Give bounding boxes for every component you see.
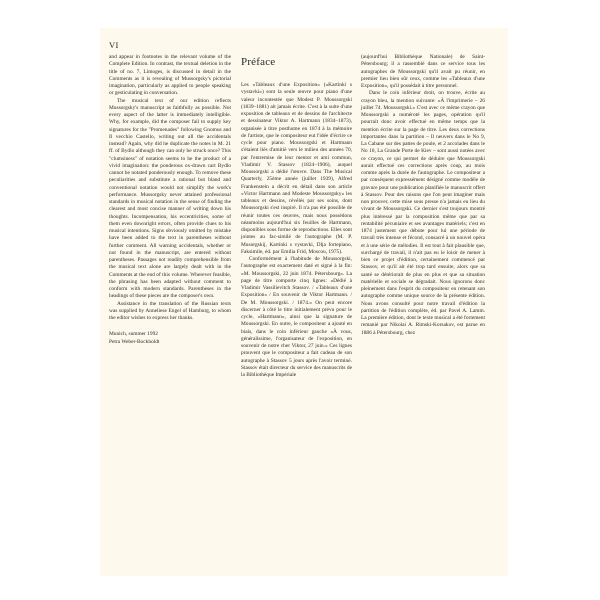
french-column-right <box>361 54 485 337</box>
page-number: VI <box>109 40 119 50</box>
place-date: Munich, summer 1992 <box>109 331 158 338</box>
french-column-left <box>241 82 352 379</box>
english-column <box>109 54 231 346</box>
paragraph: and appear in footnotes in the relevant volume of the Complete Edition. In contrast, the textual deletion in the title of no. 7, Limoges, is discussed in detail in the Comments as it is revealing of Mussorgsky's pictorial imagination, particularly as applied to people speaking or gesticulating in conversation. <box>109 54 231 97</box>
paragraph: Dans le coin inférieur droit, on trouve, écrite au crayon bleu, la mention suivante: «À l'imprimerie – 26 juillet 74. Moussorgski.» C'est avec ce même crayon que Moussorgski a numéroté les pages, opération qu'il pourrait donc avoir effectué en même temps que la mention écrite sur la page de titre. Les deux corrections importantes dans la partition – Il neuvers dans le No 9, La Cabane sur des pattes de poule, et 2 accolades dans le No 10, La Grande Porte de Kiev – sont aussi notées avec ce crayon, ce qui permet de déduire que Moussorgski aurait effectué ces corrections après coup, au mois comme après la durée de l'autographe. Le compositeur a par conséquent expressément désigné comme modèle de gravure pour une publication planifiée le manuscrit offert à Stassov. Pour des raisons que l'on peut imaginer mais non prouver, cette mise sous presse n'a jamais eu lieu du vivant de Moussorgski. Ce dernier s'est toujours montré plus intéressé par la composition même que par sa rentabilité pécuniaire et ses avantages matériels; c'est en 1874 justement que débute pour lui une période de travail très intense et fécond, consacré à un nouvel opéra et à une série de mélodies. Il est tout à fait plausible que, surchargé de travail, il n'ait pas eu le loisir de mener à bien ce projet d'édition, certainement commencé par Stassov, et qu'il ait été trop tard ensuite, alors que sa santé se détériorait de plus en plus et que sa situation matérielle et sociale se dégradait. Nous ignorons donc pleinement dans l'esprit du compositeur en retenant son autographe comme unique source de la présente édition. Nous avons consulté pour notre travail d'édition la partition de l'édition complète, éd. par Pavel A. Lamm. La première édition, dont le texte musical a été fortement remanié par Nikolai A. Rimski-Korsakov, est parue en 1886 à Pétersbourg, chez <box>361 90 485 336</box>
document-page <box>100 28 508 576</box>
section-heading: Préface <box>241 56 276 68</box>
paragraph: The musical text of our edition reflects Mussorgsky's manuscript as faithfully as possible. Not every aspect of the latter is immediately intelligible. Why, for example, did the composer fail to supply key signatures for the "Promenades" following Gnomus and Il vecchio Castello, writing out all the accidentals instead? Again, why did he duplicate the notes in M. 21 ff. of Bydlo although they can only be struck once? This "clumsiness" of notation seems to be the product of a vivid imagination: the ponderous ox-drawn cart Bydlo cannot be notated ponderously enough. To remove these peculiarities and substitute a rational but bland and conventional notation would not simplify the work's performance. Mussorgsky never attained professional standards in musical notation in the sense of finding the clearest and most concise manner of writing down his thoughts. Incompensation, his eccentricities, some of them even downright errors, often provide clues to his musical intentions. Signs obviously omitted by mistake have been added to the text in parentheses without further comment. All warning accidentals, whether or not found in the manuscript, are entered without parentheses. Passages not readily comprehensible from the musical text alone are largely dealt with in the Comments at the end of this volume. Wherever feasible, the phrasing has been adapted without comment to conform with modern standards. Parentheses in the headings of these pieces are the composer's own. <box>109 97 231 300</box>
paragraph: Assistance in the translation of the Russian texts was supplied by Anneliese Engel of Hamburg, to whom the editor wishes to express her thanks. <box>109 300 231 321</box>
author-name: Petra Weber-Bockholdt <box>109 338 160 345</box>
paragraph: Conformément à l'habitude de Moussorgski, l'autographe est exactement daté et signé à la fin: «M. Moussorgski, 22 juin 1874. Pétersbourg». La page de titre comporte cinq lignes: «Dédié à Vladimir Vassilievitch Stassov. / «Tableaux d'une Exposition» / En souvenir de Viktor Hartmann. / De M. Moussorgski. / 1874.» On peut encore discerner à côté le titre initialement prévu pour le cycle, «Hartmann», ainsi que la signature de Moussorgski. En outre, le compositeur a ajouté en biais, dans le coin inférieur gauche «À vous, généralissime, l'organisateur de l'exposition, en souvenir de notre cher Viktor, 27 juin.» Ces lignes prouvent que le compositeur a fait cadeau de son autographe à Stassov 5 jours après l'avoir terminé. Stassov était directeur du service des manuscrits de la Bibliothèque Impériale <box>241 256 352 378</box>
signature-block <box>109 331 231 346</box>
paragraph: (aujourd'hui Bibliothèque Nationale) de Saint-Pétersbourg; il a rassemblé dans ce service tous les autographes de Moussorgski qu'il avait pu réunir, en premier lieu bien sûr ceux, comme les «Tableaux d'une Exposition», qu'il possédait à titre personnel. <box>361 54 485 89</box>
paragraph: Les «Tableaux d'une Exposition» («Kartinki s vystavki») sont la seule œuvre pour piano d'une valeur incontestée que Modest P. Moussorgski (1839–1881) ait jamais écrite. C'est à la suite d'une exposition de tableaux et de dessins de l'architecte et dessinateur Viktor A. Hartmann (1834–1873), organisée à titre posthume en 1874 à la mémoire de l'artiste, que le compositeur eut l'idée d'écrire ce cycle pour piano. Moussorgski et Hartmann s'étaient liés d'amitié vers le milieu des années 70, par l'entremise de leur mentor et ami commun, Vladimir V. Stassov (1824–1906), auquel Moussorgski a dédié l'œuvre. Dans The Musical Quarterly, 25ème année (juillet 1939), Alfred Frankenstein a décrit en détail dans son article «Victor Hartmann and Modeste Moussorgsky» les tableaux et dessins, révélés par ses soins, dont Moussorgski s'est inspiré. Il n'a pas été possible de réunir toutes ces œuvres, mais nous possédons néanmoins aujourd'hui six feuilles de Hartmann, disponibles sous forme de reproductions. Elles sont jointes au fac-similé de l'autographe (M. P. Musorgskij, Kartinki s vystavki, Dlja fortepiano, Faksimile, éd. par Emilia Frid, Moscou, 1975). <box>241 82 352 255</box>
